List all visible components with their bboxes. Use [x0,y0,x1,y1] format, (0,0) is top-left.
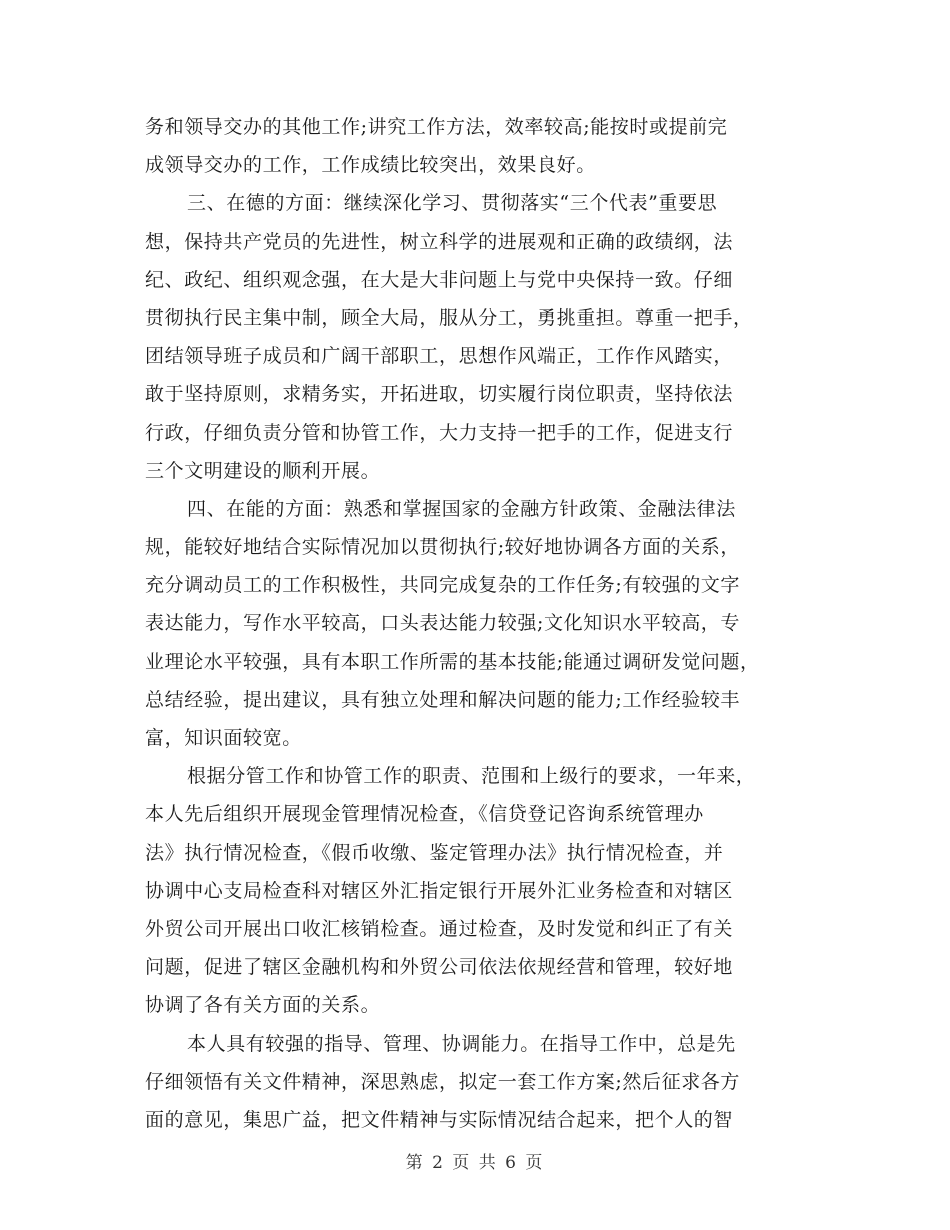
text-line: 法》执行情况检查，《假币收缴、鉴定管理办法》执行情况检查，并 [145,841,724,864]
text-line: 贯彻执行民主集中制，顾全大局，服从分工，勇挑重担。尊重一把手， [145,306,753,329]
text-line: 问题，促进了辖区金融机构和外贸公司依法依规经营和管理，较好地 [145,956,734,979]
text-line: 三个文明建设的顺利开展。 [145,459,381,482]
text-line: 业理论水平较强，具有本职工作所需的基本技能;能通过调研发觉问题， [145,650,760,673]
text-line: 行政，仔细负责分管和协管工作，大力支持一把手的工作，促进支行 [145,421,734,444]
text-line: 想，保持共产党员的先进性，树立科学的进展观和正确的政绩纲，法 [145,230,734,253]
text-line: 团结领导班子成员和广阔干部职工，思想作风端正，工作作风踏实， [145,345,734,368]
text-line: 总结经验，提出建议，具有独立处理和解决问题的能力;工作经验较丰 [145,688,741,711]
text-line: 成领导交办的工作，工作成绩比较突出，效果良好。 [145,154,596,177]
text-line: 协调了各有关方面的关系。 [145,994,381,1017]
paragraph-continued [145,108,825,184]
paragraph-leadership [145,1025,825,1140]
text-line: 充分调动员工的工作积极性，共同完成复杂的工作任务;有较强的文字 [145,574,741,597]
text-line: 仔细领悟有关文件精神，深思熟虑，拟定一套工作方案;然后征求各方 [145,1070,741,1093]
paragraph-ability-aspect [145,490,825,757]
text-line: 面的意见，集思广益，把文件精神与实际情况结合起来，把个人的智 [145,1108,734,1131]
paragraph-inspections [145,757,825,1024]
page-number-footer: 第 2 页 共 6 页 [405,1153,545,1173]
text-line: 规，能较好地结合实际情况加以贯彻执行;较好地协调各方面的关系， [145,536,741,559]
paragraph-moral-aspect [145,184,825,490]
text-line: 敢于坚持原则，求精务实，开拓进取，切实履行岗位职责，坚持依法 [145,383,734,406]
text-line: 务和领导交办的其他工作;讲究工作方法，效率较高;能按时或提前完 [145,116,728,138]
text-line: 富，知识面较宽。 [145,727,302,749]
text-line: 表达能力，写作水平较高，口头表达能力较强;文化知识水平较高，专 [145,612,741,635]
text-line: 外贸公司开展出口收汇核销检查。通过检查，及时发觉和纠正了有关 [145,917,734,940]
text-line: 本人先后组织开展现金管理情况检查，《信贷登记咨询系统管理办 [145,803,704,826]
document-body [145,108,825,1139]
text-line: 本人具有较强的指导、管理、协调能力。在指导工作中，总是先 [187,1032,736,1055]
text-line: 根据分管工作和协管工作的职责、范围和上级行的要求，一年来， [187,765,756,788]
text-line: 协调中心支局检查科对辖区外汇指定银行开展外汇业务检查和对辖区 [145,879,734,902]
text-line: 四、在能的方面：熟悉和掌握国家的金融方针政策、金融法律法 [187,497,736,520]
text-line: 三、在德的方面：继续深化学习、贯彻落实“三个代表”重要思 [187,192,718,215]
text-line: 纪、政纪、组织观念强，在大是大非问题上与党中央保持一致。仔细 [145,268,734,291]
